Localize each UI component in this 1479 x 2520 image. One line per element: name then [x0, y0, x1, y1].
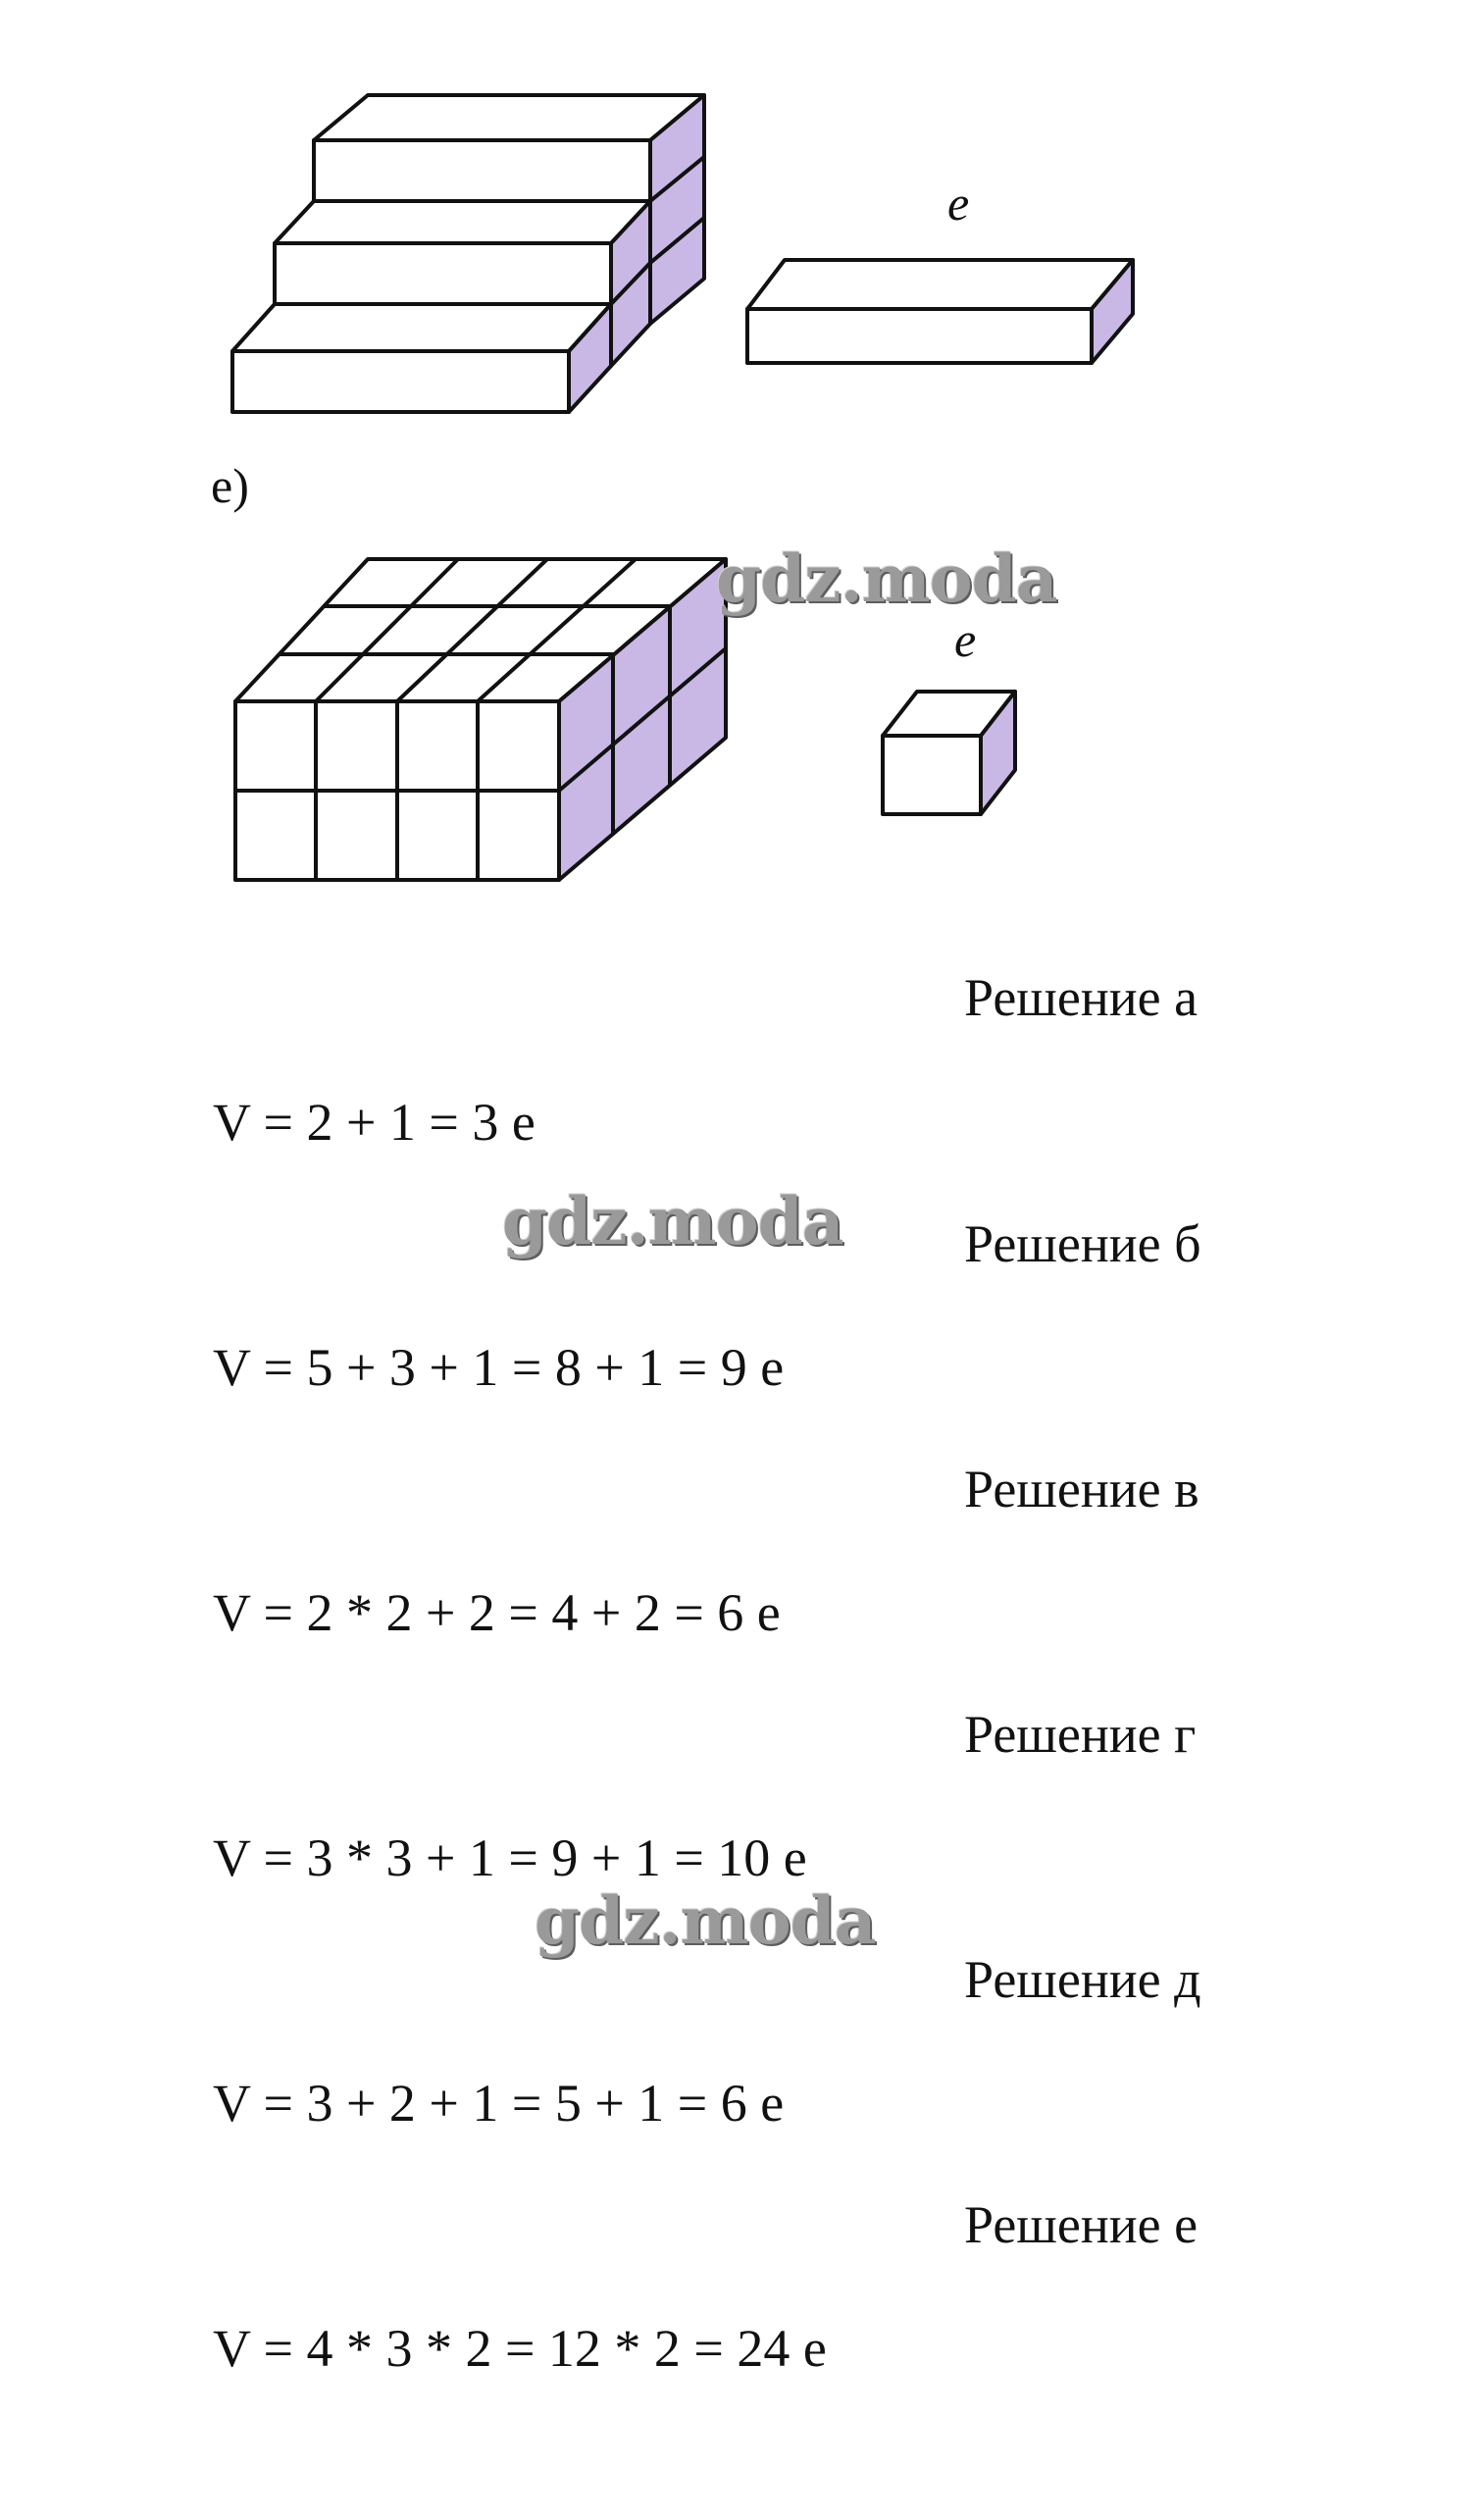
slab-front-face	[314, 140, 650, 201]
watermark-text: gdz.moda	[502, 1183, 843, 1260]
volume-formula: V = 4 * 3 * 2 = 12 * 2 = 24 е	[213, 2319, 827, 2378]
volume-formula: V = 2 + 1 = 3 е	[213, 1093, 536, 1152]
slab-top-face	[314, 95, 704, 140]
volume-formula: V = 3 + 2 + 1 = 5 + 1 = 6 е	[213, 2074, 785, 2133]
solution-heading: Решение г	[964, 1705, 1197, 1764]
unit-label-top: е	[947, 176, 970, 231]
watermark-text: gdz.moda	[535, 1882, 876, 1959]
solution-heading: Решение е	[964, 2195, 1198, 2254]
solution-heading: Решение б	[964, 1214, 1201, 1273]
unit-cube-front-face	[883, 736, 981, 814]
unit-slab-top-face	[747, 260, 1133, 309]
unit-slab-front-face	[747, 309, 1092, 363]
slab-top-face	[232, 304, 611, 351]
volume-formula: V = 2 * 2 + 2 = 4 + 2 = 6 е	[213, 1583, 781, 1642]
volume-formula: V = 3 * 3 + 1 = 9 + 1 = 10 е	[213, 1828, 807, 1887]
staircase-figure	[0, 0, 1479, 432]
solution-heading: Решение д	[964, 1950, 1201, 2009]
watermark-text: gdz.moda	[716, 540, 1057, 617]
slab-front-face	[232, 351, 569, 412]
unit-label-bottom: е	[954, 612, 977, 667]
solution-heading: Решение а	[964, 968, 1198, 1027]
solution-heading: Решение в	[964, 1460, 1199, 1518]
slab-top-face	[275, 201, 650, 243]
slab-front-face	[275, 243, 611, 304]
volume-formula: V = 5 + 3 + 1 = 8 + 1 = 9 е	[213, 1338, 785, 1397]
section-label: е)	[211, 458, 249, 513]
